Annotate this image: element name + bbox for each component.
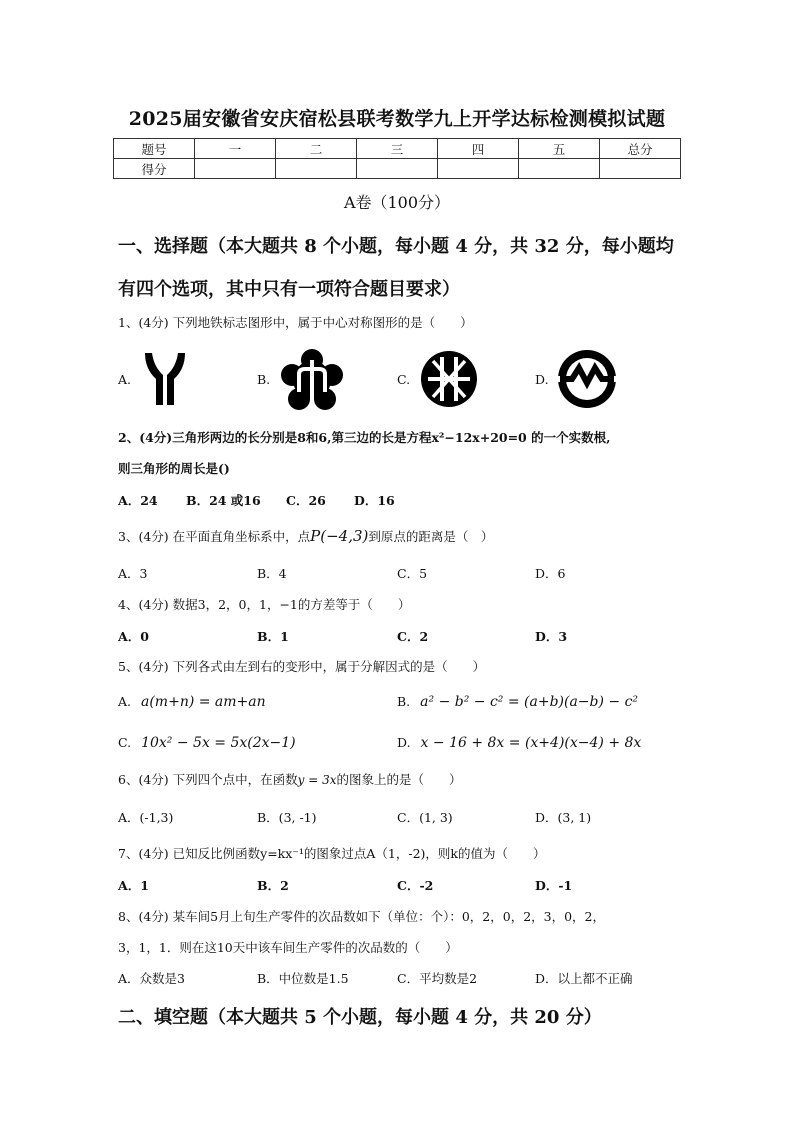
score-cell: 得分 bbox=[114, 159, 195, 179]
score-table bbox=[113, 138, 681, 179]
q6-stem-post: 的图象上的是（ ） bbox=[336, 772, 462, 787]
q2-option-b: B．24 或16 bbox=[186, 493, 261, 508]
q4-option-a: A．0 bbox=[118, 629, 149, 644]
score-cell: 一 bbox=[195, 139, 276, 159]
q2-option-a: A．24 bbox=[118, 493, 158, 508]
q6-option-b: B．(3, -1) bbox=[257, 810, 317, 825]
q7-option-c: C．-2 bbox=[397, 878, 434, 893]
q6-stem-pre: 6、(4分) 下列四个点中，在函数 bbox=[118, 772, 298, 787]
q3-point-formula: P(−4,3) bbox=[310, 527, 369, 545]
q2-option-c: C．26 bbox=[286, 493, 326, 508]
score-input-cell[interactable] bbox=[276, 159, 357, 179]
q6-function-formula: y = 3x bbox=[297, 773, 337, 787]
q5-option-c bbox=[118, 735, 296, 751]
q5-option-c-formula: 10x² − 5x = 5x(2x−1) bbox=[141, 735, 296, 751]
subway-logo-mountain-wave-icon bbox=[557, 349, 617, 409]
q6-option-c: C．(1, 3) bbox=[397, 810, 453, 825]
roll-heading: A卷（100分） bbox=[343, 193, 451, 212]
q7-stem: 7、(4分) 已知反比例函数y=kx⁻¹的图象过点A（1，-2)，则k的值为（ ） bbox=[118, 846, 546, 861]
q5-option-b bbox=[397, 694, 638, 710]
q8-option-c: C．平均数是2 bbox=[397, 971, 478, 986]
q1-option-a-label: A. bbox=[118, 372, 132, 387]
q8-option-d: D．以上都不正确 bbox=[535, 971, 633, 986]
score-cell: 题号 bbox=[114, 139, 195, 159]
q3-option-b: B．4 bbox=[257, 566, 287, 581]
score-cell: 二 bbox=[276, 139, 357, 159]
q8-stem-line1: 8、(4分) 某车间5月上旬生产零件的次品数如下（单位：个）：0，2，0，2，3，0，2， bbox=[118, 909, 606, 924]
score-cell: 五 bbox=[519, 139, 600, 159]
subway-logo-flower-icon bbox=[281, 348, 343, 412]
subway-logo-circle-grid-icon bbox=[420, 350, 478, 408]
q5-option-a-formula: a(m+n) = am+an bbox=[141, 694, 266, 710]
q5-option-b-label: B. bbox=[397, 694, 411, 709]
q7-option-b: B．2 bbox=[257, 878, 289, 893]
q5-option-b-formula: a² − b² − c² = (a+b)(a−b) − c² bbox=[420, 694, 639, 710]
q8-option-a: A．众数是3 bbox=[118, 971, 185, 986]
section1-heading-line1: 一、选择题（本大题共 8 个小题，每小题 4 分，共 32 分，每小题均 bbox=[118, 236, 674, 257]
score-cell: 四 bbox=[438, 139, 519, 159]
subway-logo-y-shape-icon bbox=[143, 351, 187, 407]
q2-stem-line1: 2、(4分)三角形两边的长分别是8和6,第三边的长是方程x²−12x+20=0 的一个实数根, bbox=[118, 430, 611, 445]
q4-option-b: B．1 bbox=[257, 629, 289, 644]
q6-option-d: D．(3, 1) bbox=[535, 810, 592, 825]
score-input-cell[interactable] bbox=[438, 159, 519, 179]
score-input-cell[interactable] bbox=[600, 159, 681, 179]
score-input-cell[interactable] bbox=[519, 159, 600, 179]
q2-stem-line2: 则三角形的周长是() bbox=[118, 461, 230, 476]
q1-option-c-label: C. bbox=[397, 372, 411, 387]
q5-option-d-formula: x − 16 + 8x = (x+4)(x−4) + 8x bbox=[420, 735, 642, 751]
q8-option-b: B．中位数是1.5 bbox=[257, 971, 349, 986]
q6-option-a: A．(-1,3) bbox=[118, 810, 174, 825]
q1-option-b-label: B. bbox=[257, 372, 271, 387]
q5-stem: 5、(4分) 下列各式由左到右的变形中，属于分解因式的是（ ） bbox=[118, 659, 486, 674]
section2-heading: 二、填空题（本大题共 5 个小题，每小题 4 分，共 20 分） bbox=[118, 1007, 602, 1028]
q5-option-d-label: D. bbox=[397, 735, 411, 750]
q6-stem bbox=[118, 770, 462, 788]
score-input-cell[interactable] bbox=[357, 159, 438, 179]
q2-option-d: D．16 bbox=[354, 493, 395, 508]
q1-option-d-label: D. bbox=[535, 372, 549, 387]
score-table-score-row bbox=[114, 159, 681, 179]
q3-stem-pre: 3、(4分) 在平面直角坐标系中，点 bbox=[118, 529, 311, 544]
q3-option-c: C．5 bbox=[397, 566, 428, 581]
q1-stem: 1、(4分) 下列地铁标志图形中，属于中心对称图形的是（ ） bbox=[118, 315, 473, 330]
score-table-header-row bbox=[114, 139, 681, 159]
q4-option-c: C．2 bbox=[397, 629, 429, 644]
q3-stem-post: 到原点的距离是（ ） bbox=[368, 529, 494, 544]
q4-option-d: D．3 bbox=[535, 629, 568, 644]
q3-option-a: A．3 bbox=[118, 566, 148, 581]
q7-option-a: A．1 bbox=[118, 878, 149, 893]
q5-option-d bbox=[397, 735, 641, 751]
q7-option-d: D．-1 bbox=[535, 878, 573, 893]
score-cell: 三 bbox=[357, 139, 438, 159]
score-input-cell[interactable] bbox=[195, 159, 276, 179]
q4-stem: 4、(4分) 数据3，2，0，1，−1的方差等于（ ） bbox=[118, 597, 411, 612]
q8-stem-line2: 3，1，1．则在这10天中该车间生产零件的次品数的（ ） bbox=[118, 940, 458, 955]
q5-option-a bbox=[118, 694, 266, 710]
q3-stem bbox=[118, 527, 493, 545]
section1-heading-line2: 有四个选项，其中只有一项符合题目要求） bbox=[118, 279, 460, 300]
q3-option-d: D．6 bbox=[535, 566, 566, 581]
exam-title: 2025届安徽省安庆宿松县联考数学九上开学达标检测模拟试题 bbox=[128, 108, 666, 130]
q5-option-c-label: C. bbox=[118, 735, 132, 750]
q5-option-a-label: A. bbox=[118, 694, 132, 709]
score-cell: 总分 bbox=[600, 139, 681, 159]
